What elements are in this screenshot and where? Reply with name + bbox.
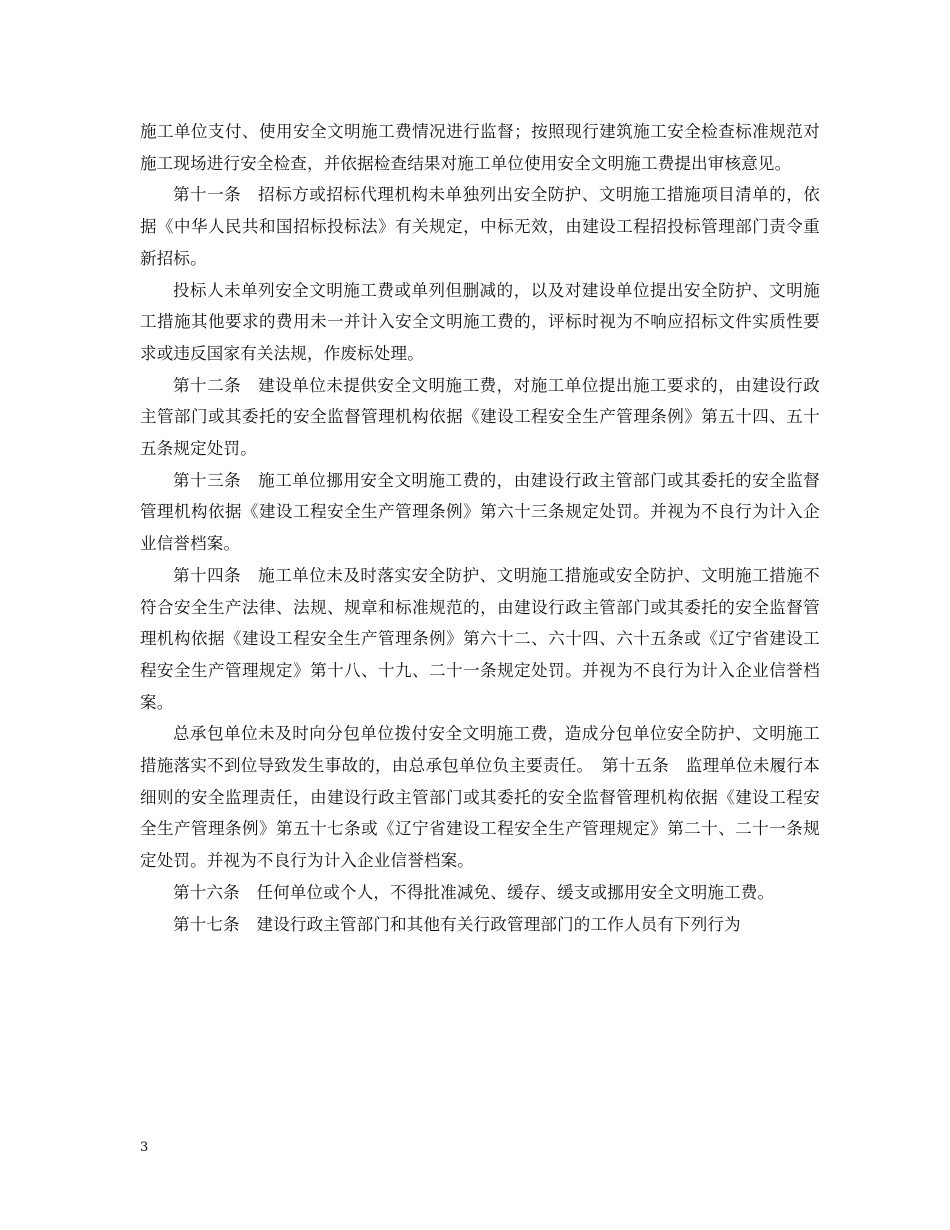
paragraph-article-17: 第十七条 建设行政主管部门和其他有关行政管理部门的工作人员有下列行为 — [173, 914, 741, 934]
paragraph-article-12: 第十二条 建设单位未提供安全文明施工费，对施工单位提出施工要求的，由建设行政主管部门或其委托的安全监督管理机构依据《建设工程安全生产管理条例》第五十四、五十五条规定处罚。 — [140, 375, 820, 459]
paragraph-bidder-provision: 投标人未单列安全文明施工费或单列但删减的，以及对建设单位提出安全防护、文明施工措施其他要求的费用未一并计入安全文明施工费的，评标时视为不响应招标文件实质性要求或违反国家有关法规，作废标处理。 — [140, 280, 820, 363]
document-body — [140, 116, 820, 940]
paragraph-article-15: 总承包单位未及时向分包单位拨付安全文明施工费，造成分包单位安全防护、文明施工措施落实不到位导致发生事故的，由总承包单位负主要责任。 第十五条 监理单位未履行本细则的安全监理责任，由建设行政主管部门或其委托的安全监督管理机构依据《建设工程安全生产管理条例》第五十七条或《辽宁省建设工程安全生产管理规定》第二十、二十一条规定处罚。并视为不良行为计入企业信誉档案。 — [140, 724, 820, 871]
paragraph-article-14: 第十四条 施工单位未及时落实安全防护、文明施工措施或安全防护、文明施工措施不符合安全生产法律、法规、规章和标准规范的，由建设行政主管部门或其委托的安全监督管理机构依据《建设工程安全生产管理条例》第六十二、六十四、六十五条或《辽宁省建设工程安全生产管理规定》第十八、十九、二十一条规定处罚。并视为不良行为计入企业信誉档案。 — [140, 565, 820, 712]
paragraph-article-16: 第十六条 任何单位或个人，不得批准减免、缓存、缓支或挪用安全文明施工费。 — [173, 882, 775, 902]
page-number: 3 — [140, 1140, 149, 1155]
paragraph-continuation: 施工单位支付、使用安全文明施工费情况进行监督；按照现行建筑施工安全检查标准规范对施工现场进行安全检查，并依据检查结果对施工单位使用安全文明施工费提出审核意见。 — [140, 122, 820, 173]
paragraph-article-11: 第十一条 招标方或招标代理机构未单独列出安全防护、文明施工措施项目清单的，依据《中华人民共和国招标投标法》有关规定，中标无效，由建设工程招投标管理部门责令重新招标。 — [140, 185, 820, 268]
paragraph-article-13: 第十三条 施工单位挪用安全文明施工费的，由建设行政主管部门或其委托的安全监督管理机构依据《建设工程安全生产管理条例》第六十三条规定处罚。并视为不良行为计入企业信誉档案。 — [140, 470, 820, 554]
